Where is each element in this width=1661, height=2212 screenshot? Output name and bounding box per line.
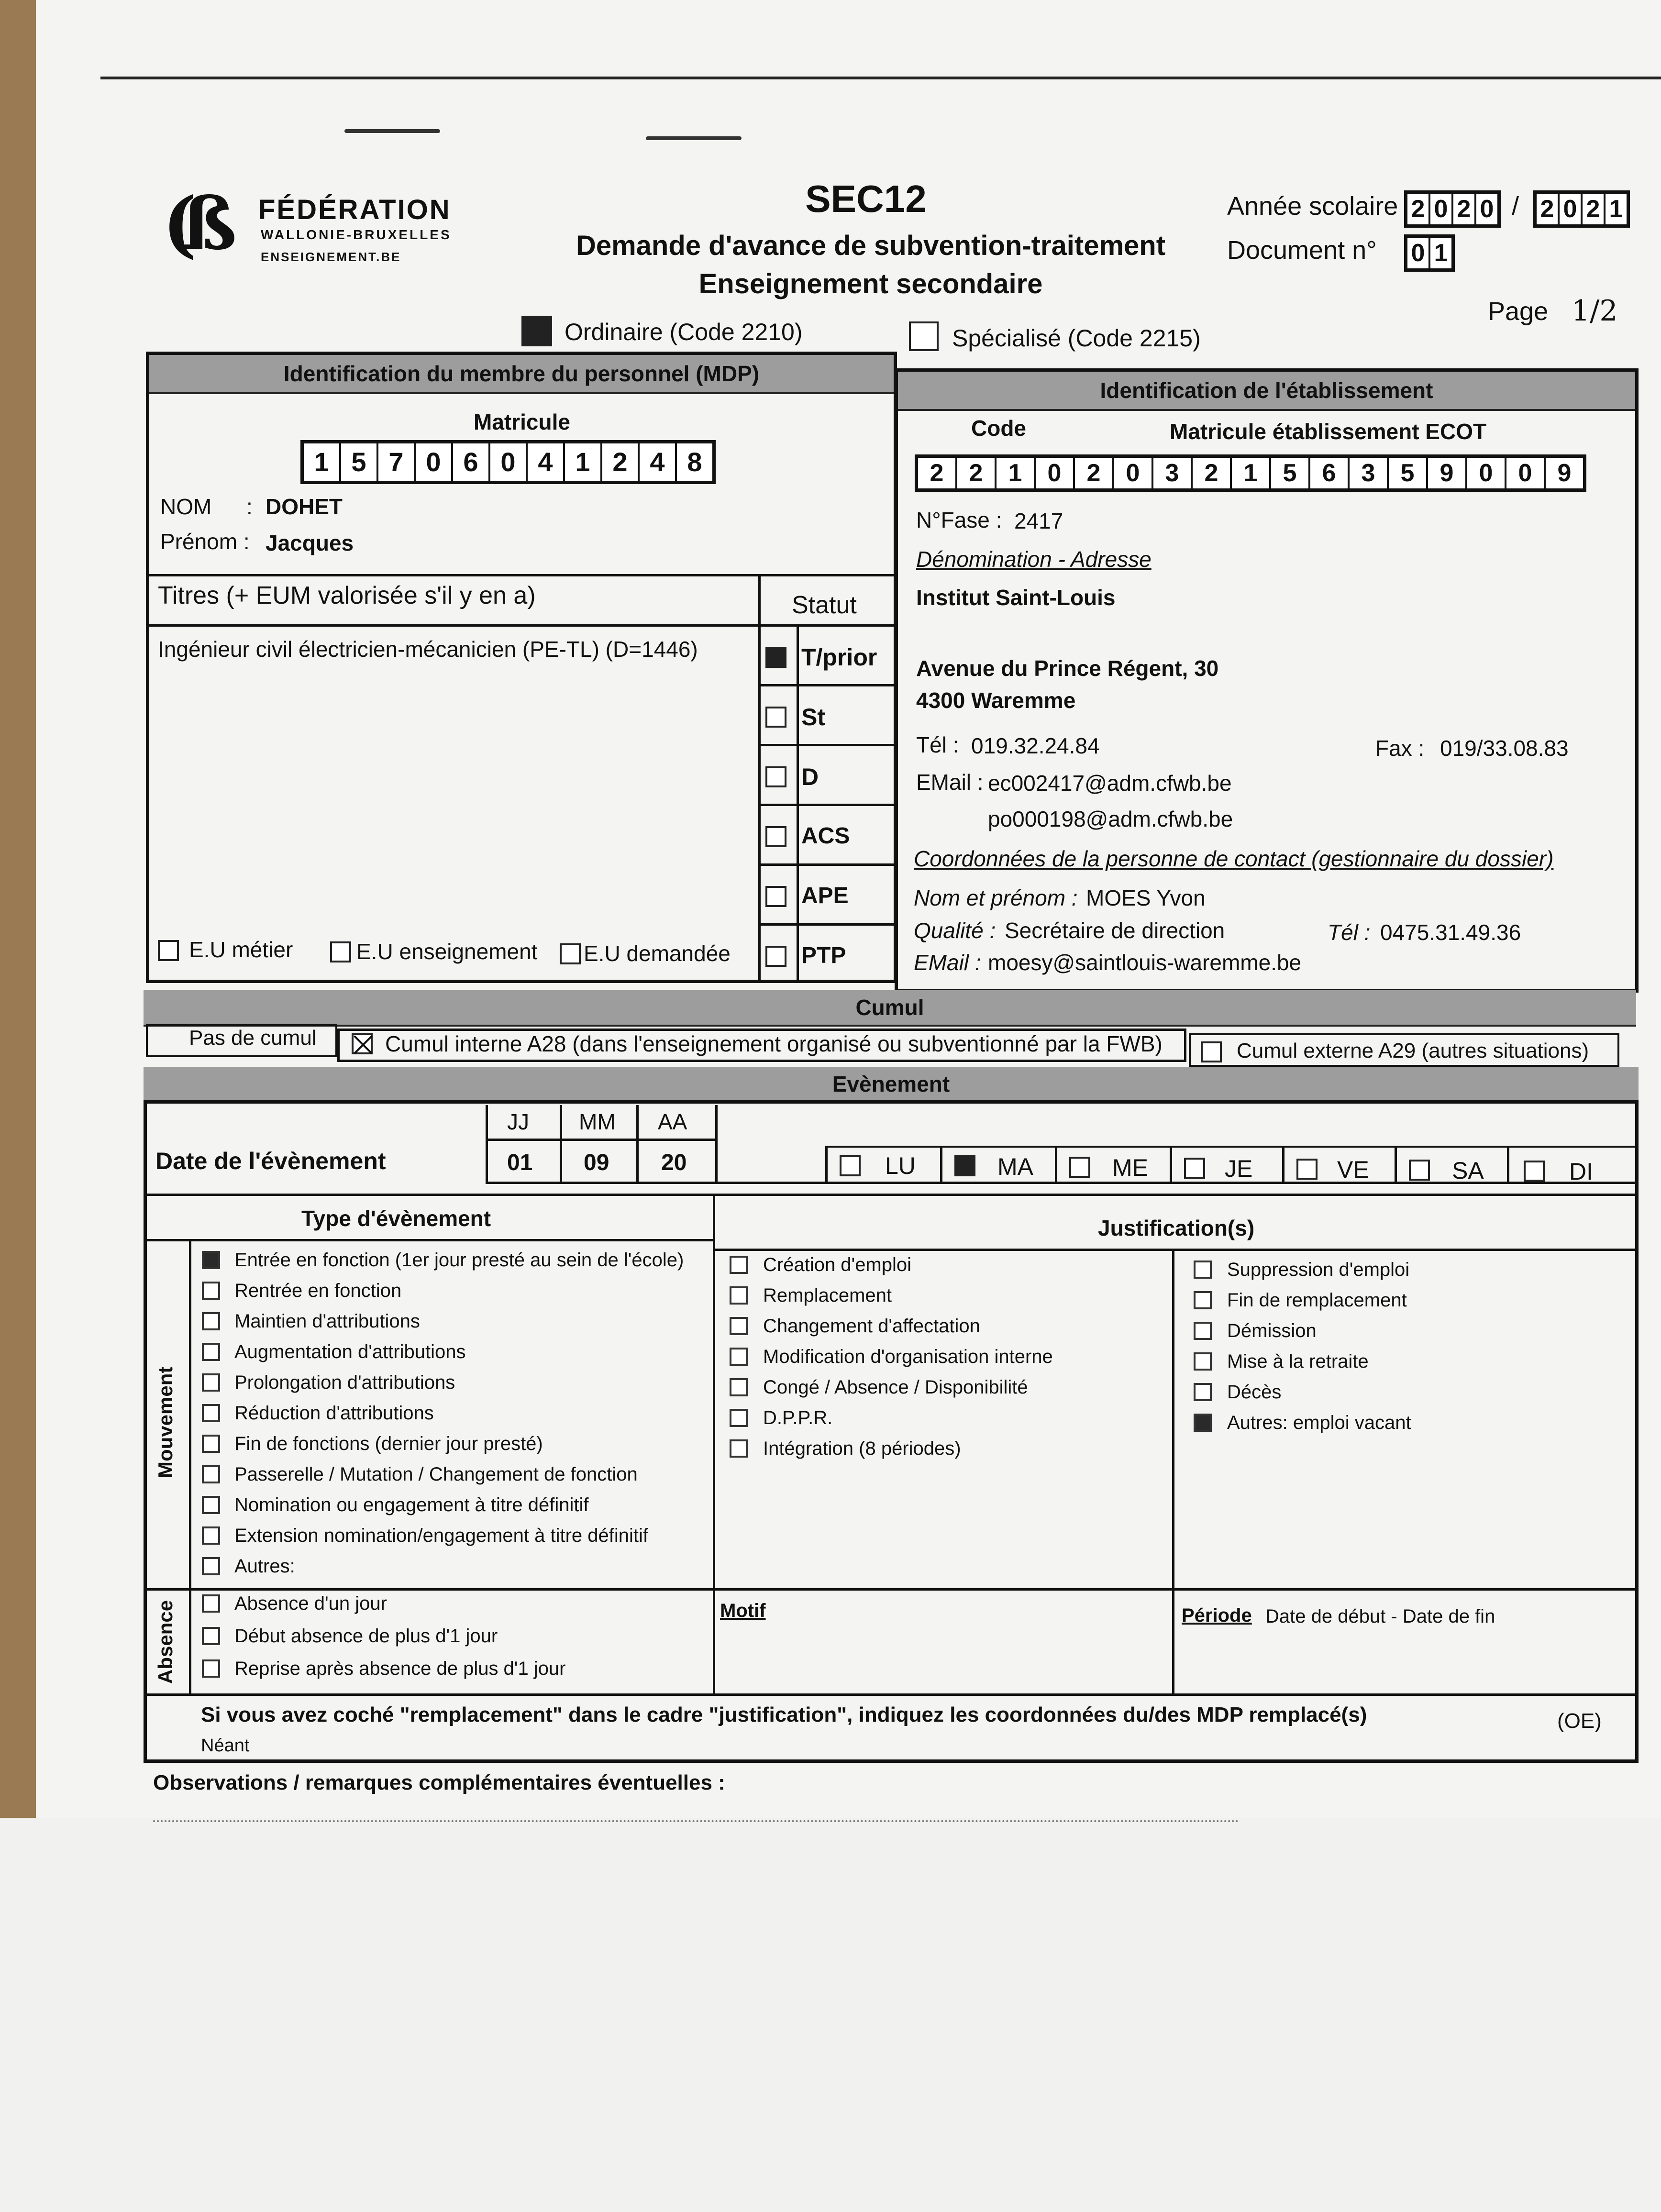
statut-tprior-label: T/prior (801, 644, 877, 671)
nom-label: NOM (160, 494, 212, 519)
fax-value[interactable]: 019/33.08.83 (1440, 736, 1569, 761)
remplacement-note: Si vous avez coché "remplacement" dans le cadre "justification", indiquez les coordonnées du/des MDP remplacé(s) (201, 1703, 1367, 1726)
jour-ve-label: VE (1337, 1156, 1369, 1183)
absence-2-checkbox[interactable] (202, 1659, 220, 1678)
divider (758, 684, 894, 686)
jour-sa-label: SA (1452, 1157, 1484, 1184)
mouv-1-label: Rentrée en fonction (234, 1280, 402, 1301)
mouv-9-label: Extension nomination/engagement à titre définitif (234, 1525, 648, 1546)
logo-line2: WALLONIE-BRUXELLES (261, 227, 452, 242)
matricule-digits[interactable]: 1 5 7 0 6 0 4 1 2 4 8 (300, 440, 716, 484)
divider (144, 1194, 1639, 1196)
jour-me-label: ME (1112, 1154, 1148, 1181)
justif-r4-checkbox[interactable] (1194, 1383, 1212, 1401)
statut-acs-checkbox[interactable] (765, 826, 786, 847)
mouv-0-label: Entrée en fonction (1er jour presté au sein de l'école) (234, 1250, 684, 1271)
justif-l6-label: Intégration (8 périodes) (763, 1438, 961, 1459)
divider (713, 1196, 715, 1696)
divider (560, 1105, 562, 1184)
evenement-section-title: Evènement (144, 1067, 1639, 1103)
justif-r3-label: Mise à la retraite (1227, 1351, 1369, 1372)
statut-ape-checkbox[interactable] (765, 886, 786, 907)
matricule-label: Matricule (474, 409, 570, 434)
justif-l1-label: Remplacement (763, 1285, 892, 1306)
mouv-0-checkbox[interactable] (202, 1251, 220, 1269)
divider (1395, 1146, 1397, 1184)
justif-r0-label: Suppression d'emploi (1227, 1259, 1410, 1280)
justif-l4-label: Congé / Absence / Disponibilité (763, 1377, 1028, 1398)
form-subtitle: Demande d'avance de subvention-traitement (576, 230, 1166, 261)
divider (1507, 1146, 1509, 1184)
ordinaire-checkbox[interactable] (521, 316, 552, 346)
divider (144, 1693, 1639, 1696)
tel-value[interactable]: 019.32.24.84 (971, 733, 1100, 758)
tel-label: Tél : (916, 732, 959, 757)
oe-label: (OE) (1557, 1709, 1602, 1733)
mouv-4-label: Prolongation d'attributions (234, 1372, 455, 1393)
date-label: Date de l'évènement (155, 1148, 386, 1174)
statut-label: Statut (792, 591, 857, 619)
eu-demandee-label: E.U demandée (584, 941, 731, 966)
divider (1282, 1146, 1285, 1184)
divider (189, 1239, 191, 1696)
justif-l1-checkbox[interactable] (730, 1286, 748, 1305)
remplacement-value[interactable]: Néant (201, 1736, 250, 1756)
mouv-2-label: Maintien d'attributions (234, 1311, 420, 1332)
fase-value[interactable]: 2417 (1014, 509, 1063, 533)
contact-tel-label: Tél : (1328, 920, 1371, 945)
justif-l0-label: Création d'emploi (763, 1254, 912, 1275)
mouv-6-label: Fin de fonctions (dernier jour presté) (234, 1433, 543, 1454)
periode-hint: Date de début - Date de fin (1265, 1606, 1495, 1627)
aa-label: AA (658, 1109, 687, 1134)
statut-tprior-checkbox[interactable] (765, 647, 786, 668)
cumul-interne-checkbox[interactable] (352, 1033, 373, 1054)
logo-line3: ENSEIGNEMENT.BE (261, 250, 401, 264)
jour-sa-checkbox[interactable] (1409, 1160, 1430, 1181)
justif-l5-label: D.P.P.R. (763, 1407, 833, 1428)
annee-start[interactable]: 2 0 2 0 (1404, 190, 1501, 228)
contact-tel-value[interactable]: 0475.31.49.36 (1380, 920, 1521, 945)
mouv-9-checkbox[interactable] (202, 1526, 220, 1545)
statut-ape-label: APE (801, 883, 849, 908)
absence-0-label: Absence d'un jour (234, 1593, 387, 1614)
divider (940, 1146, 942, 1184)
contact-label: Coordonnées de la personne de contact (gestionnaire du dossier) (914, 846, 1554, 871)
nom-value[interactable]: DOHET (266, 494, 343, 519)
type-evenement-title: Type d'évènement (301, 1206, 491, 1231)
email1-value[interactable]: ec002417@adm.cfwb.be (988, 771, 1232, 796)
mm-value[interactable]: 09 (584, 1150, 609, 1175)
mouv-6-checkbox[interactable] (202, 1435, 220, 1453)
jour-ma-checkbox[interactable] (954, 1155, 975, 1176)
divider (758, 574, 761, 981)
pen-mark (646, 136, 742, 140)
justif-l6-checkbox[interactable] (730, 1439, 748, 1458)
divider (149, 574, 894, 576)
contact-email-label: EMail : (914, 950, 981, 975)
email2-value[interactable]: po000198@adm.cfwb.be (988, 807, 1233, 831)
justif-r4-label: Décès (1227, 1382, 1282, 1403)
qualite-label: Qualité : (914, 918, 996, 943)
justif-r2-checkbox[interactable] (1194, 1322, 1212, 1340)
prenom-value[interactable]: Jacques (266, 531, 354, 555)
justif-r1-checkbox[interactable] (1194, 1291, 1212, 1309)
statut-acs-label: ACS (801, 823, 850, 849)
pas-de-cumul-label: Pas de cumul (189, 1026, 317, 1050)
eu-enseignement-label: E.U enseignement (356, 939, 538, 964)
mouvement-label: Mouvement (154, 1366, 177, 1478)
observations-line[interactable] (153, 1820, 1239, 1822)
qualite-value[interactable]: Secrétaire de direction (1005, 918, 1225, 943)
jj-value[interactable]: 01 (507, 1150, 533, 1175)
divider (486, 1139, 715, 1141)
justif-l2-label: Changement d'affectation (763, 1316, 980, 1337)
mdp-section-title: Identification du membre du personnel (MDP) (149, 355, 894, 394)
divider (1172, 1249, 1174, 1696)
annee-end[interactable]: 2 0 2 1 (1533, 190, 1630, 228)
divider (797, 624, 799, 981)
pen-mark (344, 129, 440, 133)
statut-st-label: St (801, 704, 825, 730)
fax-label: Fax : (1375, 736, 1425, 761)
annee-separator: / (1512, 192, 1519, 221)
jour-ve-checkbox[interactable] (1296, 1159, 1318, 1180)
justif-l2-checkbox[interactable] (730, 1317, 748, 1335)
motif-label: Motif (720, 1600, 766, 1621)
document-label: Document n° (1227, 236, 1377, 265)
eu-enseignement-checkbox[interactable] (330, 941, 351, 962)
page-label: Page (1488, 297, 1549, 326)
statut-st-checkbox[interactable] (765, 707, 786, 728)
divider (758, 923, 894, 926)
contact-nom-value[interactable]: MOES Yvon (1086, 885, 1206, 910)
absence-0-checkbox[interactable] (202, 1594, 220, 1613)
justif-r5-checkbox[interactable] (1194, 1414, 1212, 1432)
cumul-section-title: Cumul (144, 990, 1636, 1027)
jj-label: JJ (507, 1109, 529, 1134)
mouv-4-checkbox[interactable] (202, 1373, 220, 1392)
mouv-10-checkbox[interactable] (202, 1557, 220, 1575)
eu-metier-label: E.U métier (189, 937, 293, 962)
annee-label: Année scolaire (1227, 192, 1398, 221)
eu-demandee-checkbox[interactable] (560, 943, 581, 964)
ecot-digits[interactable]: 2 2 1 0 2 0 3 2 1 5 6 3 5 9 0 0 9 (915, 454, 1586, 492)
specialise-checkbox[interactable] (909, 321, 939, 351)
justif-l4-checkbox[interactable] (730, 1378, 748, 1396)
etablissement-nom[interactable]: Institut Saint-Louis (916, 585, 1116, 610)
specialise-label: Spécialisé (Code 2215) (952, 325, 1201, 352)
aa-value[interactable]: 20 (661, 1150, 687, 1175)
justification-title: Justification(s) (1098, 1216, 1255, 1240)
mouv-1-checkbox[interactable] (202, 1282, 220, 1300)
jour-me-checkbox[interactable] (1069, 1157, 1090, 1178)
justif-l0-checkbox[interactable] (730, 1256, 748, 1274)
divider (758, 863, 894, 866)
jour-di-checkbox[interactable] (1524, 1161, 1545, 1182)
jour-lu-label: LU (885, 1152, 916, 1179)
etablissement-adresse1[interactable]: Avenue du Prince Régent, 30 (916, 656, 1219, 681)
absence-label: Absence (154, 1600, 177, 1684)
divider (715, 1249, 1639, 1251)
mouv-8-label: Nomination ou engagement à titre définitif (234, 1494, 589, 1515)
justif-r1-label: Fin de remplacement (1227, 1290, 1407, 1311)
justif-r2-label: Démission (1227, 1320, 1317, 1341)
jour-lu-checkbox[interactable] (840, 1155, 861, 1176)
top-rule (100, 77, 1661, 79)
divider (1170, 1146, 1172, 1184)
cumul-interne-label: Cumul interne A28 (dans l'enseignement organisé ou subventionné par la FWB) (385, 1031, 1163, 1056)
titre-value[interactable]: Ingénieur civil électricien-mécanicien (PE-TL) (D=1446) (158, 637, 698, 662)
paper-sheet-lower (0, 1818, 1661, 2212)
divider (1055, 1146, 1057, 1184)
code-label: Code (971, 416, 1026, 441)
mouv-5-label: Réduction d'attributions (234, 1403, 434, 1424)
form-subtitle2: Enseignement secondaire (698, 268, 1043, 299)
divider (715, 1105, 718, 1184)
justif-r0-checkbox[interactable] (1194, 1261, 1212, 1279)
mouv-10-label: Autres: (234, 1556, 295, 1577)
periode-label: Période (1182, 1605, 1252, 1626)
titres-label: Titres (+ EUM valorisée s'il y en a) (158, 582, 536, 609)
logo-line1: FÉDÉRATION (258, 194, 451, 225)
statut-ptp-checkbox[interactable] (765, 946, 786, 967)
justif-r5-label: Autres: emploi vacant (1227, 1412, 1411, 1433)
observations-label: Observations / remarques complémentaires éventuelles : (153, 1771, 725, 1794)
mouv-3-label: Augmentation d'attributions (234, 1341, 466, 1362)
justif-r3-checkbox[interactable] (1194, 1352, 1212, 1371)
prenom-label: Prénom : (160, 529, 250, 554)
denomination-label: Dénomination - Adresse (916, 547, 1152, 572)
mouv-2-checkbox[interactable] (202, 1312, 220, 1330)
divider (825, 1146, 828, 1184)
justif-l3-checkbox[interactable] (730, 1348, 748, 1366)
fase-label: N°Fase : (916, 508, 1002, 532)
jour-je-checkbox[interactable] (1184, 1158, 1205, 1179)
divider (758, 804, 894, 806)
etablissement-adresse2[interactable]: 4300 Waremme (916, 688, 1076, 713)
contact-email-value[interactable]: moesy@saintlouis-waremme.be (988, 950, 1302, 975)
fwb-logo-icon: (ß (163, 182, 222, 266)
divider (149, 624, 894, 627)
mouv-7-checkbox[interactable] (202, 1465, 220, 1483)
etablissement-section-title: Identification de l'établissement (898, 372, 1635, 411)
mouv-5-checkbox[interactable] (202, 1404, 220, 1422)
divider (758, 744, 894, 746)
statut-d-checkbox[interactable] (765, 766, 786, 787)
email-label: EMail : (916, 770, 984, 795)
divider (636, 1105, 639, 1184)
absence-1-label: Début absence de plus d'1 jour (234, 1626, 498, 1647)
mouv-8-checkbox[interactable] (202, 1496, 220, 1514)
divider (144, 1588, 1639, 1591)
ecot-label: Matricule établissement ECOT (1170, 419, 1487, 444)
statut-d-label: D (801, 763, 819, 790)
absence-1-checkbox[interactable] (202, 1627, 220, 1645)
eu-metier-checkbox[interactable] (158, 940, 179, 961)
jour-ma-label: MA (997, 1153, 1033, 1180)
justif-l5-checkbox[interactable] (730, 1409, 748, 1427)
cumul-externe-checkbox[interactable] (1201, 1041, 1222, 1062)
statut-ptp-label: PTP (801, 943, 846, 968)
justif-l3-label: Modification d'organisation interne (763, 1346, 1053, 1367)
contact-nom-label: Nom et prénom : (914, 885, 1078, 910)
cumul-externe-label: Cumul externe A29 (autres situations) (1237, 1039, 1589, 1062)
ordinaire-label: Ordinaire (Code 2210) (565, 319, 803, 345)
form-code: SEC12 (805, 177, 927, 220)
document-number[interactable]: 0 1 (1404, 234, 1455, 272)
mm-label: MM (579, 1109, 616, 1134)
jour-di-label: DI (1569, 1158, 1593, 1185)
divider (144, 1239, 715, 1241)
mouv-3-checkbox[interactable] (202, 1343, 220, 1361)
absence-2-label: Reprise après absence de plus d'1 jour (234, 1658, 566, 1679)
mouv-7-label: Passerelle / Mutation / Changement de fonction (234, 1464, 638, 1485)
page-value: 1/2 (1572, 294, 1618, 328)
jour-je-label: JE (1225, 1155, 1253, 1182)
divider (486, 1105, 488, 1184)
divider (825, 1146, 1636, 1148)
